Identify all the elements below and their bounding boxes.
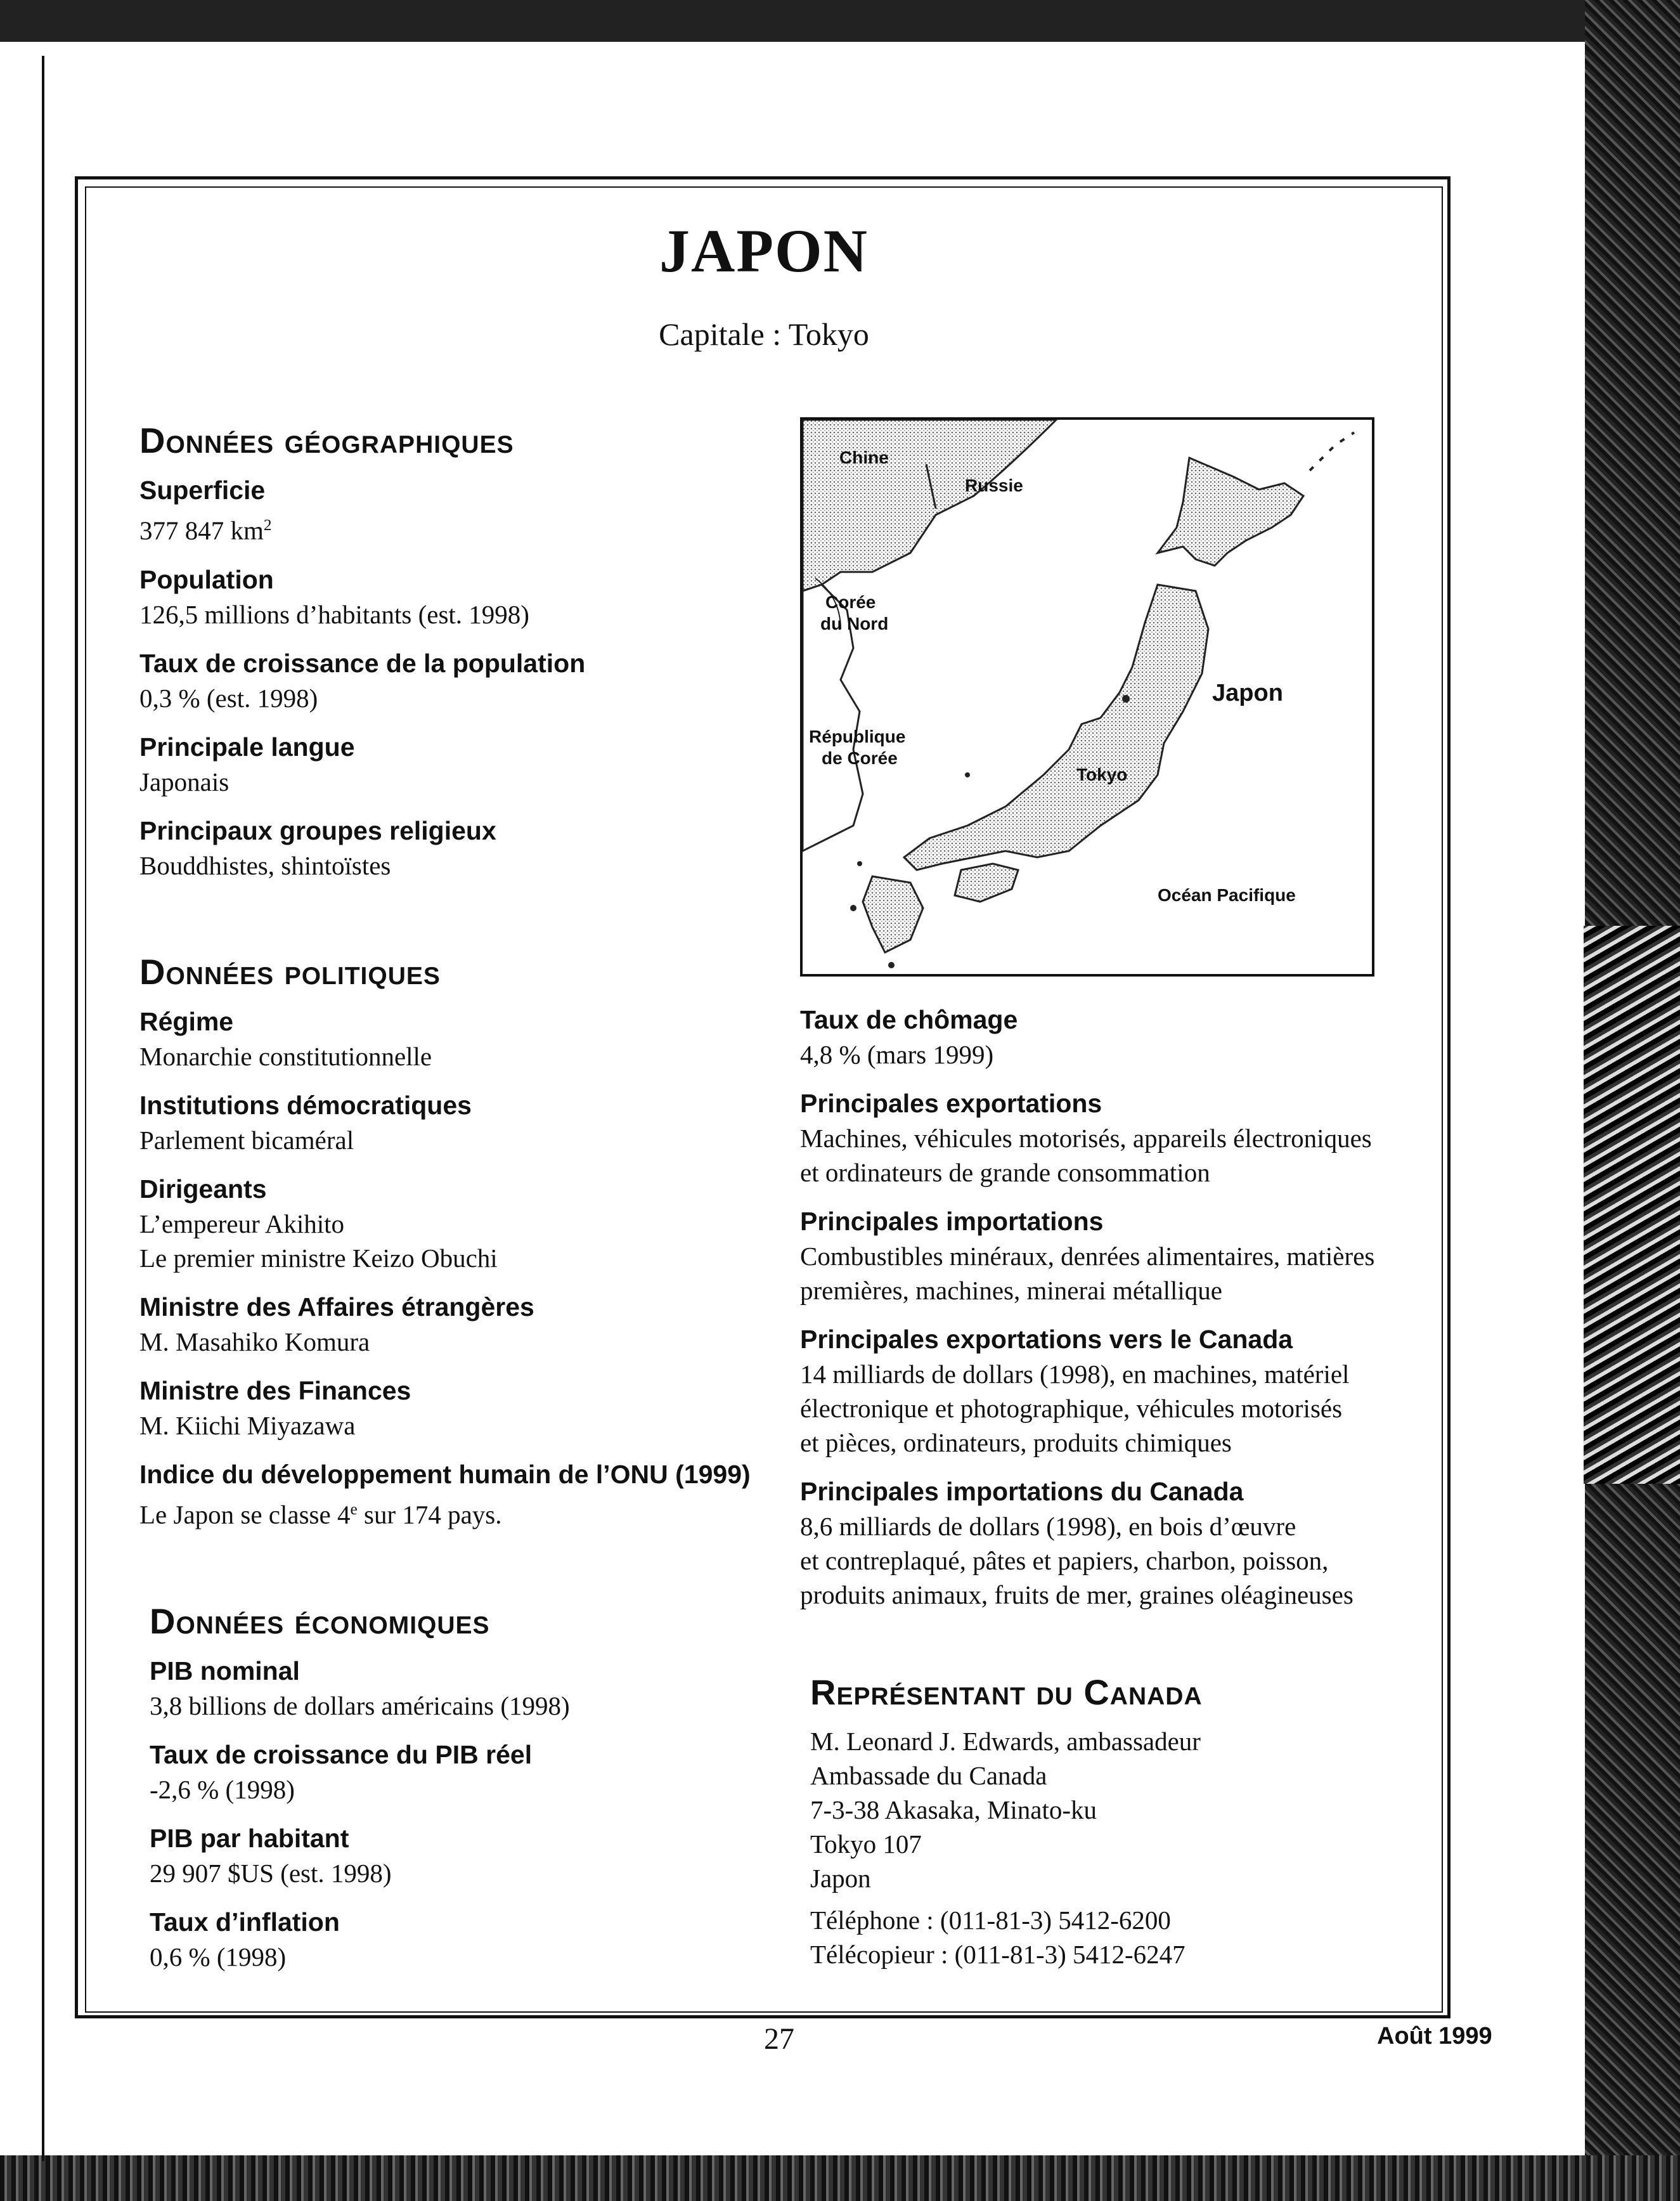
info-label: Taux de chômage xyxy=(800,1005,1018,1034)
map-label-chine: Chine xyxy=(839,448,889,467)
info-label: Ministre des Affaires étrangères xyxy=(139,1292,534,1321)
info-value: et ordinateurs de grande consommation xyxy=(800,1158,1210,1187)
info-item xyxy=(800,1474,1447,1612)
rep-phone: Téléphone : (011-81-3) 5412-6200 xyxy=(810,1906,1171,1935)
page-number: 27 xyxy=(764,2022,794,2056)
info-label: Taux de croissance du PIB réel xyxy=(150,1740,533,1769)
info-item xyxy=(150,1737,784,1807)
map-label-ocean: Océan Pacifique xyxy=(1158,885,1296,905)
info-item xyxy=(139,1289,799,1359)
binding-line xyxy=(42,56,44,2161)
scan-edge-bottom xyxy=(0,2155,1680,2201)
map-label-coree-nord: du Nord xyxy=(820,614,889,633)
info-value: Machines, véhicules motorisés, appareils électroniques xyxy=(800,1124,1372,1153)
info-item xyxy=(139,472,773,548)
info-label: Population xyxy=(139,564,274,594)
info-item xyxy=(139,1004,799,1074)
info-label: Dirigeants xyxy=(139,1174,267,1204)
map-label-coree-sud: de Corée xyxy=(822,748,898,768)
info-value: premières, machines, minerai métallique xyxy=(800,1276,1222,1305)
publication-date: Août 1999 xyxy=(1377,2023,1492,2049)
info-value: 126,5 millions d’habitants (est. 1998) xyxy=(139,599,529,629)
rep-line: Ambassade du Canada xyxy=(810,1761,1047,1790)
section-representant xyxy=(810,1672,1444,1971)
info-value: Bouddhistes, shintoïstes xyxy=(139,850,391,880)
info-value: et pièces, ordinateurs, produits chimiques xyxy=(800,1428,1232,1457)
map-label-coree-nord: Corée xyxy=(825,592,876,612)
info-label: Ministre des Finances xyxy=(139,1376,411,1405)
info-value: 8,6 milliards de dollars (1998), en bois d’œuvre xyxy=(800,1512,1296,1541)
section-heading: Données géographiques xyxy=(139,420,514,460)
info-label: PIB par habitant xyxy=(150,1824,349,1853)
section-heading: Représentant du Canada xyxy=(810,1672,1203,1712)
info-item xyxy=(139,646,773,715)
info-label: Taux d’inflation xyxy=(150,1907,340,1937)
info-label: Régime xyxy=(139,1007,234,1036)
info-item xyxy=(139,813,773,883)
section-politique xyxy=(139,951,799,1546)
info-value: M. Masahiko Komura xyxy=(139,1327,370,1356)
info-item xyxy=(139,729,773,799)
map-label-tokyo: Tokyo xyxy=(1076,765,1128,784)
rep-fax: Télécopieur : (011-81-3) 5412-6247 xyxy=(810,1940,1186,1969)
map-label-russie: Russie xyxy=(965,476,1023,495)
info-label: Principales exportations xyxy=(800,1089,1102,1118)
info-label: Indice du développement humain de l’ONU (1999) xyxy=(139,1460,751,1489)
info-value: L’empereur Akihito xyxy=(139,1209,344,1238)
info-item xyxy=(800,1002,1447,1072)
info-item xyxy=(800,1086,1447,1190)
page-title: JAPON xyxy=(659,217,869,285)
section-geo xyxy=(139,420,773,897)
info-value: électronique et photographique, véhicules motorisés xyxy=(800,1394,1343,1423)
info-value: -2,6 % (1998) xyxy=(150,1775,295,1804)
info-item xyxy=(800,1321,1447,1460)
info-value: Parlement bicaméral xyxy=(139,1126,354,1155)
info-item xyxy=(139,1088,799,1157)
info-label: Taux de croissance de la population xyxy=(139,648,586,678)
info-value: Monarchie constitutionnelle xyxy=(139,1042,432,1071)
section-heading: Données économiques xyxy=(150,1601,490,1641)
info-value: Combustibles minéraux, denrées alimentaires, matières xyxy=(800,1242,1375,1271)
japan-map xyxy=(800,417,1374,977)
info-value: 0,3 % (est. 1998) xyxy=(139,683,318,713)
info-item xyxy=(139,1457,799,1532)
info-label: Institutions démocratiques xyxy=(139,1091,472,1120)
info-value: et contreplaqué, pâtes et papiers, charbon, poisson, xyxy=(800,1546,1329,1575)
section-economie xyxy=(150,1600,784,1988)
info-value: Le Japon se classe 4e sur 174 pays. xyxy=(139,1500,502,1529)
info-label: Principale langue xyxy=(139,732,355,762)
info-label: Principales importations du Canada xyxy=(800,1477,1244,1506)
rep-line: Japon xyxy=(810,1864,871,1893)
page-subtitle: Capitale : Tokyo xyxy=(659,316,869,352)
info-value: 4,8 % (mars 1999) xyxy=(800,1040,994,1069)
section-economie-suite xyxy=(800,1002,1447,1626)
info-value: Japonais xyxy=(139,767,229,796)
scan-edge-top xyxy=(0,0,1680,42)
info-label: Principaux groupes religieux xyxy=(139,815,496,845)
info-value: produits animaux, fruits de mer, graines oléagineuses xyxy=(800,1580,1354,1609)
info-item xyxy=(139,562,773,632)
scan-edge-texture xyxy=(1584,926,1680,1484)
info-item xyxy=(139,1373,799,1443)
info-item xyxy=(150,1653,784,1723)
info-label: PIB nominal xyxy=(150,1656,300,1685)
info-label: Principales importations xyxy=(800,1207,1104,1236)
section-heading: Données politiques xyxy=(139,952,441,992)
info-item xyxy=(800,1204,1447,1308)
info-value: 0,6 % (1998) xyxy=(150,1942,287,1971)
info-value: 3,8 billions de dollars américains (1998) xyxy=(150,1691,570,1720)
info-value: 377 847 $km^2$ xyxy=(139,516,272,545)
map-label-coree-sud: République xyxy=(809,727,906,746)
rep-line: Tokyo 107 xyxy=(810,1829,922,1859)
info-label: Superficie xyxy=(139,476,266,505)
info-item xyxy=(150,1904,784,1974)
info-item xyxy=(139,1171,799,1275)
info-label: Principales exportations vers le Canada xyxy=(800,1325,1293,1354)
info-value: Le premier ministre Keizo Obuchi xyxy=(139,1243,498,1273)
info-item xyxy=(150,1821,784,1890)
info-value: 29 907 $US (est. 1998) xyxy=(150,1859,392,1888)
rep-line: 7-3-38 Akasaka, Minato-ku xyxy=(810,1795,1097,1824)
info-value: 14 milliards de dollars (1998), en machines, matériel xyxy=(800,1360,1350,1389)
info-value: M. Kiichi Miyazawa xyxy=(139,1411,356,1440)
rep-line: M. Leonard J. Edwards, ambassadeur xyxy=(810,1727,1201,1756)
map-label-japon: Japon xyxy=(1212,680,1283,706)
